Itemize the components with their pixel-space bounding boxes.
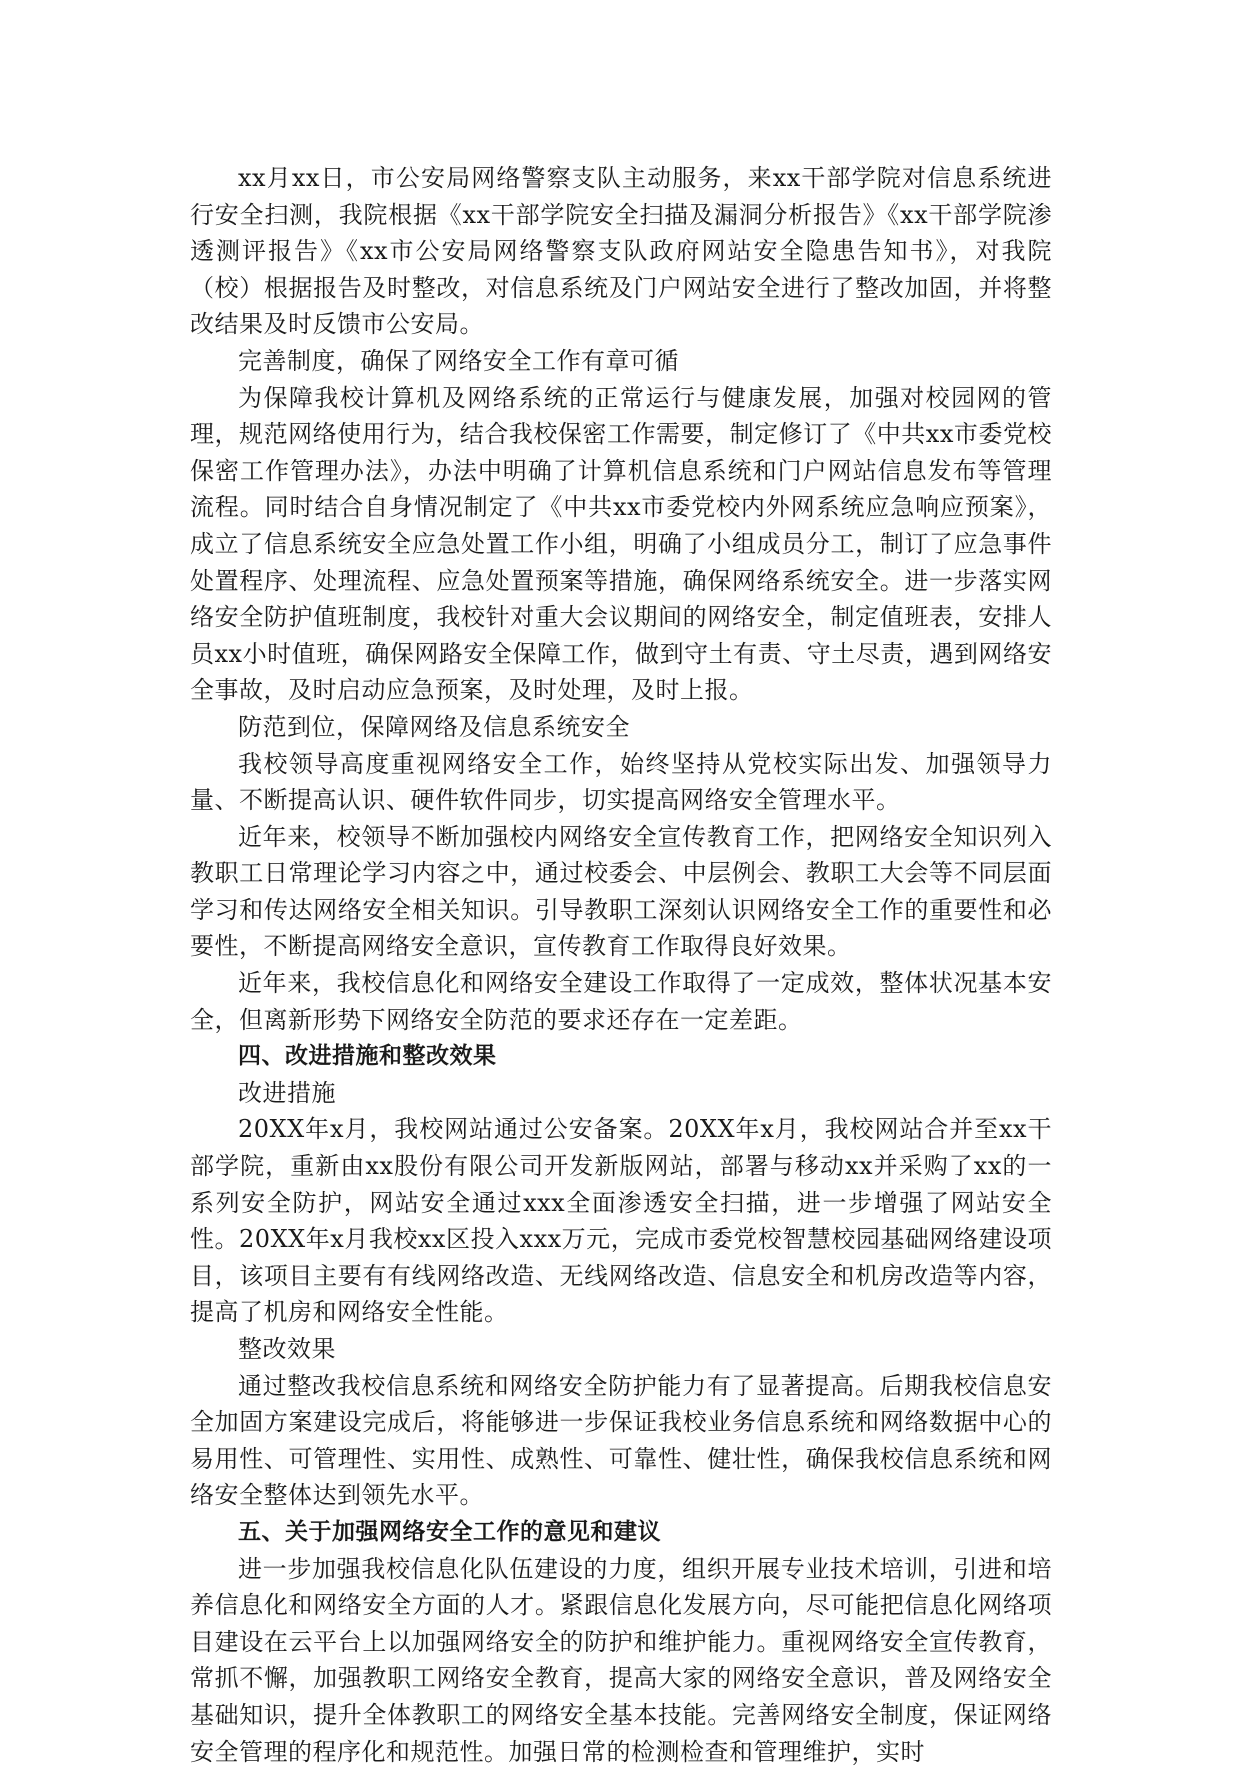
- paragraph: 通过整改我校信息系统和网络安全防护能力有了显著提高。后期我校信息安全加固方案建设完成后，将能够进一步保证我校业务信息系统和网络数据中心的易用性、可管理性、实用性、成熟性、可靠性、健壮性，确保我校信息系统和网络安全整体达到领先水平。: [190, 1371, 1052, 1510]
- section-heading: 五、关于加强网络安全工作的意见和建议: [238, 1518, 661, 1545]
- subheading: 改进措施: [238, 1078, 336, 1107]
- paragraph: xx月xx日，市公安局网络警察支队主动服务，来xx干部学院对信息系统进行安全扫测，我院根据《xx干部学院安全扫描及漏洞分析报告》《xx干部学院渗透测评报告》《xx市公安局网络警察支队政府网站安全隐患告知书》，对我院（校）根据报告及时整改，对信息系统及门户网站安全进行了整改加固，并将整改结果及时反馈市公安局。: [190, 164, 1052, 339]
- paragraph: 近年来，校领导不断加强校内网络安全宣传教育工作，把网络安全知识列入教职工日常理论学习内容之中，通过校委会、中层例会、教职工大会等不同层面学习和传达网络安全相关知识。引导教职工深刻认识网络安全工作的重要性和必要性，不断提高网络安全意识，宣传教育工作取得良好效果。: [190, 822, 1052, 961]
- paragraph: 进一步加强我校信息化队伍建设的力度，组织开展专业技术培训，引进和培养信息化和网络安全方面的人才。紧跟信息化发展方向，尽可能把信息化网络项目建设在云平台上以加强网络安全的防护和维护能力。重视网络安全宣传教育，常抓不懈，加强教职工网络安全教育，提高大家的网络安全意识，普及网络安全基础知识，提升全体教职工的网络安全基本技能。完善网络安全制度，保证网络安全管理的程序化和规范性。加强日常的检测检查和管理维护，实时: [190, 1554, 1052, 1766]
- section-heading: 四、改进措施和整改效果: [238, 1043, 497, 1070]
- subheading: 完善制度，确保了网络安全工作有章可循: [238, 346, 679, 375]
- paragraph: 近年来，我校信息化和网络安全建设工作取得了一定成效，整体状况基本安全，但离新形势下网络安全防范的要求还存在一定差距。: [190, 969, 1052, 1034]
- paragraph: 为保障我校计算机及网络系统的正常运行与健康发展，加强对校园网的管理，规范网络使用行为，结合我校保密工作需要，制定修订了《中共xx市委党校保密工作管理办法》，办法中明确了计算机信息系统和门户网站信息发布等管理流程。同时结合自身情况制定了《中共xx市委党校内外网系统应急响应预案》，成立了信息系统安全应急处置工作小组，明确了小组成员分工，制订了应急事件处置程序、处理流程、应急处置预案等措施，确保网络系统安全。进一步落实网络安全防护值班制度，我校针对重大会议期间的网络安全，制定值班表，安排人员xx小时值班，确保网路安全保障工作，做到守土有责、守土尽责，遇到网络安全事故，及时启动应急预案，及时处理，及时上报。: [190, 383, 1052, 705]
- document-body: [190, 160, 1052, 1770]
- subheading: 整改效果: [238, 1335, 336, 1363]
- paragraph: 20XX年x月，我校网站通过公安备案。20XX年x月，我校网站合并至xx干部学院，重新由xx股份有限公司开发新版网站，部署与移动xx并采购了xx的一系列安全防护，网站安全通过xxx全面渗透安全扫描，进一步增强了网站安全性。20XX年x月我校xx区投入xxx万元，完成市委党校智慧校园基础网络建设项目，该项目主要有有线网络改造、无线网络改造、信息安全和机房改造等内容，提高了机房和网络安全性能。: [190, 1115, 1052, 1327]
- paragraph: 我校领导高度重视网络安全工作，始终坚持从党校实际出发、加强领导力量、不断提高认识、硬件软件同步，切实提高网络安全管理水平。: [190, 749, 1052, 815]
- subheading: 防范到位，保障网络及信息系统安全: [238, 712, 630, 741]
